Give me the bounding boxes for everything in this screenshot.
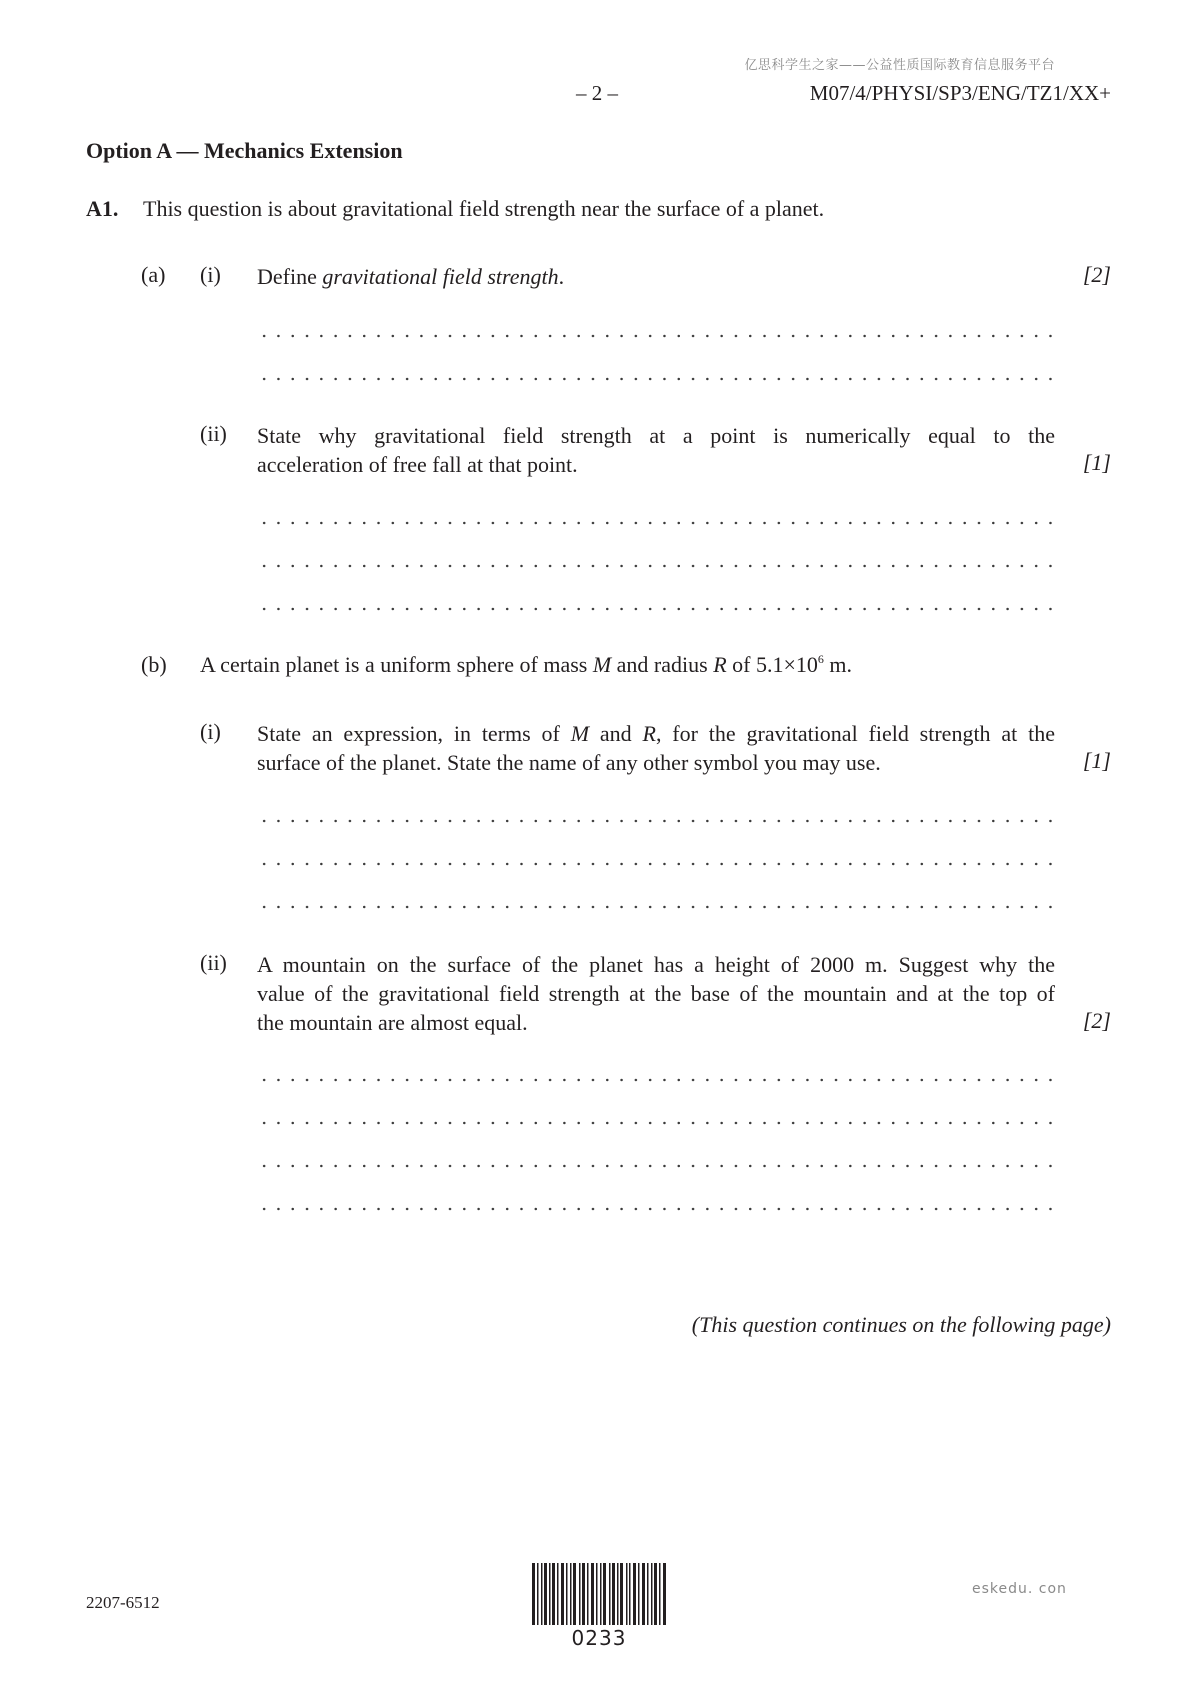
part-b-i-line2: surface of the planet. State the name of any other symbol you may use.: [257, 750, 881, 775]
exponent: 6: [817, 652, 824, 666]
part-b-i-line1: [257, 719, 1055, 748]
part-b-stem-4: m.: [823, 652, 853, 677]
part-a-i-text-prefix: Define: [257, 264, 323, 289]
part-a-i-label: (i): [200, 262, 221, 287]
part-a-i-marks: [2]: [1082, 262, 1111, 287]
footer-code: 2207-6512: [86, 1593, 160, 1612]
part-b-ii-marks: [2]: [1082, 1008, 1111, 1033]
answer-line[interactable]: [257, 334, 1054, 338]
part-a-ii-marks: [1]: [1082, 450, 1111, 475]
part-a-ii-line1: State why gravitational field strength at a point is numerically equal to the: [257, 423, 1055, 448]
barcode: [532, 1563, 666, 1650]
part-b-stem-3: of 5.1×10: [726, 652, 818, 677]
part-b-i-line1-b: and: [589, 721, 643, 746]
continues-note: (This question continues on the following page): [691, 1312, 1111, 1337]
answer-line[interactable]: [257, 1121, 1054, 1125]
question-stem: This question is about gravitational field strength near the surface of a planet.: [143, 196, 825, 221]
answer-line[interactable]: [257, 607, 1054, 611]
answer-line[interactable]: [257, 521, 1054, 525]
symbol-M: M: [570, 721, 590, 746]
answer-line[interactable]: [257, 377, 1054, 381]
part-b-stem-2: and radius: [611, 652, 714, 677]
part-b-i-label: (i): [200, 719, 221, 744]
site-watermark: eskedu. con: [972, 1581, 1067, 1597]
symbol-R: R: [713, 652, 727, 677]
part-a-i-text: [257, 262, 1055, 291]
part-b-stem-1: A certain planet is a uniform sphere of mass: [200, 652, 593, 677]
symbol-M: M: [592, 652, 612, 677]
answer-line[interactable]: [257, 1164, 1054, 1168]
part-a-ii-line2: acceleration of free fall at that point.: [257, 452, 578, 477]
part-b-i-line1-a: State an expression, in terms of: [257, 721, 571, 746]
answer-line[interactable]: [257, 1078, 1054, 1082]
part-a-i-term: gravitational field strength: [322, 264, 559, 289]
part-b-i-text: [257, 719, 1055, 777]
answer-line[interactable]: [257, 564, 1054, 568]
part-b-i-line1-c: , for the gravitational field strength at the: [655, 721, 1055, 746]
answer-line[interactable]: [257, 1207, 1054, 1211]
part-b-ii-label: (ii): [200, 950, 227, 975]
part-a-ii-text: [257, 421, 1055, 479]
paper-code: M07/4/PHYSI/SP3/ENG/TZ1/XX+: [809, 81, 1111, 105]
answer-line[interactable]: [257, 905, 1054, 909]
symbol-R: R: [642, 721, 656, 746]
part-a-i-text-suffix: .: [558, 264, 565, 289]
answer-line[interactable]: [257, 862, 1054, 866]
part-b-i-marks: [1]: [1082, 748, 1111, 773]
part-b-ii-line3: the mountain are almost equal.: [257, 1010, 528, 1035]
answer-line[interactable]: [257, 819, 1054, 823]
option-title: Option A — Mechanics Extension: [86, 138, 403, 163]
page-number: – 2 –: [576, 81, 618, 105]
barcode-number: 0233: [571, 1626, 627, 1650]
part-b-ii-line2: value of the gravitational field strength at the base of the mountain and at the top of: [257, 981, 1055, 1006]
part-b-ii-line1: A mountain on the surface of the planet has a height of 2000 m. Suggest why the: [257, 952, 1055, 977]
part-b-label: (b): [141, 652, 167, 677]
part-b-ii-text: [257, 950, 1055, 1037]
barcode-icon: [532, 1563, 666, 1625]
question-number: A1.: [86, 196, 119, 221]
part-b-stem: [200, 652, 852, 678]
part-a-ii-label: (ii): [200, 421, 227, 446]
watermark-text: 亿思科学生之家——公益性质国际教育信息服务平台: [744, 58, 1055, 73]
part-a-label: (a): [141, 262, 166, 287]
